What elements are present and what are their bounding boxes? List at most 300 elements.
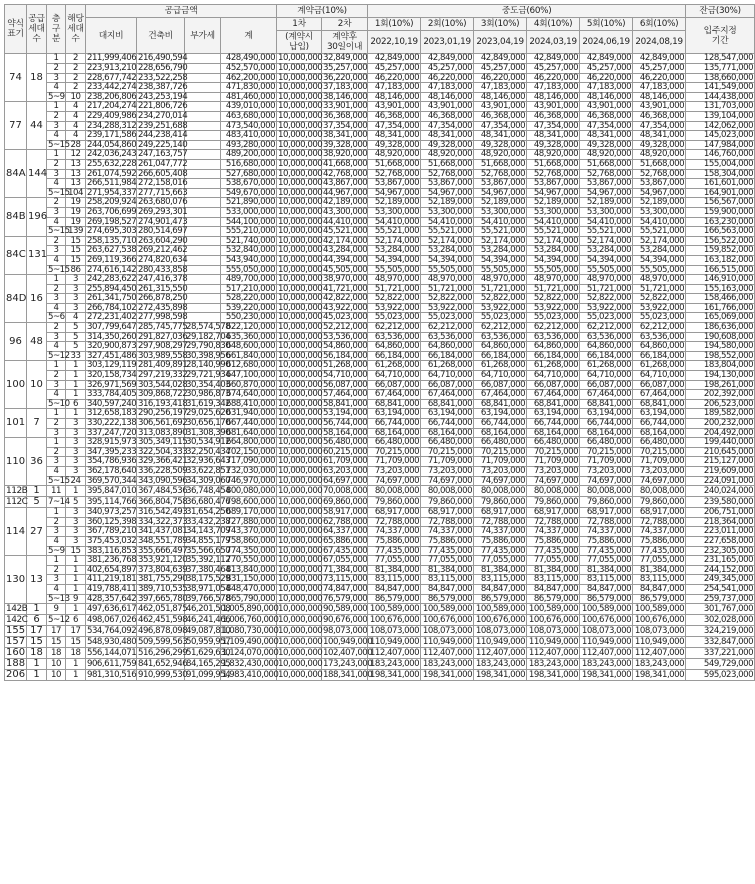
middle-4-cell: 112,407,000: [527, 648, 580, 659]
vat-cell: [185, 275, 221, 285]
contract-1-cell: 10,000,000: [278, 437, 323, 448]
middle-2-cell: 55,023,000: [421, 313, 474, 323]
table-row: [5, 508, 755, 518]
supply-unit-count: 196: [27, 198, 47, 236]
land-price-cell: 906,611,759: [87, 658, 137, 669]
contract-1-cell: 10,000,000: [278, 63, 323, 74]
contract-2-cell: 32,849,000: [323, 53, 368, 64]
contract-2-cell: 37,354,000: [323, 120, 368, 131]
middle-6-cell: 67,464,000: [633, 390, 686, 400]
contract-1-cell: 10,000,000: [278, 535, 323, 546]
contract-1-cell: 10,000,000: [278, 72, 323, 83]
middle-3-cell: 52,768,000: [474, 169, 527, 179]
middle-1-cell: 46,220,000: [368, 73, 421, 83]
vat-cell: [185, 179, 221, 189]
building-price-cell: 269,293,301: [138, 206, 188, 217]
middle-2-cell: 48,970,000: [421, 275, 474, 285]
vat-cell: [185, 294, 221, 304]
balance-cell: 166,515,000: [686, 265, 755, 275]
supply-unit-count: 18: [27, 54, 47, 102]
header-balance-period: 입주지정 기간: [686, 18, 755, 54]
contract-2-cell: 42,768,000: [323, 168, 368, 179]
building-price-cell: 261,047,772: [138, 158, 188, 169]
balance-cell: 194,580,000: [686, 342, 755, 352]
unit-count-cell: 1: [66, 371, 86, 381]
middle-6-cell: 55,505,000: [633, 265, 686, 275]
unit-type: 110: [5, 438, 27, 486]
contract-2-cell: 70,008,000: [323, 485, 368, 496]
land-price-cell: 238,206,806: [87, 91, 137, 102]
total-price-cell: 746,970,000: [221, 476, 277, 486]
contract-2-cell: 36,368,000: [323, 111, 368, 121]
supply-unit-count: 18: [27, 648, 47, 659]
contract-2-cell: 73,115,000: [323, 574, 368, 585]
contract-1-cell: 10,000,000: [278, 398, 323, 409]
middle-3-cell: 74,337,000: [474, 527, 527, 537]
table-row: [5, 527, 755, 537]
contract-1-cell: 10,000,000: [278, 545, 323, 556]
contract-1-cell: 10,000,000: [278, 625, 323, 636]
middle-3-cell: 77,435,000: [474, 546, 527, 556]
contract-2-cell: 37,183,000: [323, 82, 368, 93]
supply-unit-count: 144: [27, 150, 47, 198]
middle-2-cell: 75,886,000: [421, 536, 474, 546]
unit-count-cell: 17: [66, 626, 86, 637]
middle-5-cell: 75,886,000: [580, 536, 633, 546]
unit-count-cell: 6: [66, 399, 86, 409]
unit-type: 112C: [6, 496, 28, 507]
floor-group-cell: 2: [47, 565, 66, 575]
middle-1-cell: 70,215,000: [368, 447, 421, 457]
table-row: [5, 594, 755, 604]
contract-1-cell: 10,000,000: [278, 120, 323, 131]
middle-1-cell: 77,055,000: [368, 556, 421, 566]
land-price-cell: 271,954,337: [87, 187, 137, 198]
floor-group-cell: 4: [47, 217, 66, 227]
middle-5-cell: 70,215,000: [580, 447, 633, 457]
middle-5-cell: 49,328,000: [580, 140, 633, 150]
contract-2-cell: 63,203,000: [323, 465, 368, 476]
floor-group-cell: 5~15: [48, 187, 70, 198]
middle-3-cell: 52,189,000: [474, 198, 527, 208]
middle-3-cell: 48,146,000: [474, 92, 527, 102]
total-price-cell: 800,080,000: [221, 486, 277, 497]
middle-2-cell: 66,087,000: [421, 380, 474, 390]
unit-type: 188: [6, 658, 26, 670]
middle-1-cell: 49,328,000: [368, 140, 421, 150]
table-row: [5, 294, 755, 304]
balance-cell: 163,230,000: [686, 217, 755, 227]
floor-group-cell: 1: [47, 102, 66, 112]
contract-2-cell: 44,410,000: [323, 216, 368, 227]
table-row: [5, 584, 755, 594]
balance-cell: 190,608,000: [686, 332, 755, 342]
contract-1-cell: 10,000,000: [278, 187, 323, 198]
building-price-cell: 313,083,890: [138, 427, 188, 438]
contract-2-cell: 42,822,000: [323, 293, 368, 304]
middle-5-cell: 81,384,000: [580, 565, 633, 575]
contract-2-cell: 45,505,000: [323, 264, 368, 275]
middle-5-cell: 77,435,000: [580, 546, 633, 556]
header-middle-4: 4회(10%): [527, 18, 580, 31]
middle-1-cell: 45,257,000: [368, 64, 421, 74]
vat-cell: 37,380,464: [186, 564, 231, 575]
middle-2-cell: 74,697,000: [421, 476, 474, 486]
middle-4-cell: 110,949,000: [527, 637, 580, 648]
middle-2-cell: 51,668,000: [421, 159, 474, 169]
table-row: [5, 556, 755, 566]
contract-1-cell: 10,000,000: [278, 564, 323, 575]
total-price-cell: 532,840,000: [221, 246, 277, 256]
contract-1-cell: 10,000,000: [278, 360, 323, 371]
vat-cell: 30,656,170: [186, 418, 231, 428]
middle-4-cell: 75,886,000: [527, 536, 580, 546]
middle-5-cell: 45,257,000: [580, 64, 633, 74]
middle-2-cell: 52,174,000: [421, 236, 474, 246]
middle-2-cell: 77,055,000: [421, 556, 474, 566]
land-price-cell: 258,209,924: [87, 197, 137, 208]
middle-3-cell: 81,384,000: [474, 565, 527, 575]
building-price-cell: 247,416,378: [138, 274, 188, 285]
contract-1-cell: 10,000,000: [278, 427, 323, 438]
middle-3-cell: 45,257,000: [474, 64, 527, 74]
balance-cell: 156,567,000: [686, 198, 755, 208]
building-price-cell: 303,544,028: [138, 379, 188, 390]
unit-count-cell: 1: [66, 604, 86, 615]
unit-type: 155: [6, 625, 26, 637]
balance-cell: 227,658,000: [686, 536, 755, 546]
middle-3-cell: 43,901,000: [474, 102, 527, 112]
middle-3-cell: 66,184,000: [474, 351, 527, 361]
total-price-cell: 555,210,000: [221, 227, 277, 237]
middle-6-cell: 73,203,000: [633, 466, 686, 476]
total-price-cell: 758,860,000: [221, 536, 277, 546]
middle-1-cell: 54,967,000: [368, 188, 421, 198]
building-price-cell: 266,878,250: [138, 293, 188, 304]
contract-2-cell: 56,480,000: [323, 437, 368, 448]
land-price-cell: 255,632,228: [87, 158, 137, 169]
land-price-cell: 330,222,138: [87, 418, 137, 428]
middle-2-cell: 73,203,000: [421, 466, 474, 476]
contract-1-cell: 10,000,000: [278, 111, 323, 121]
middle-3-cell: 53,284,000: [474, 246, 527, 256]
balance-cell: 224,091,000: [686, 476, 755, 486]
total-price-cell: 521,890,000: [221, 198, 277, 208]
header-building: 건축비: [137, 18, 185, 54]
middle-2-cell: 68,164,000: [421, 428, 474, 438]
middle-1-cell: 42,849,000: [368, 54, 421, 64]
vat-cell: 31,308,390: [186, 427, 231, 438]
middle-1-cell: 72,788,000: [368, 517, 421, 527]
header-type-label: 약식 표기: [5, 5, 27, 54]
middle-4-cell: 53,867,000: [527, 179, 580, 189]
middle-4-cell: 61,268,000: [527, 361, 580, 371]
unit-type: 74: [5, 54, 27, 102]
middle-2-cell: 71,709,000: [421, 457, 474, 467]
middle-3-cell: 47,354,000: [474, 121, 527, 131]
building-price-cell: 249,225,140: [138, 139, 188, 150]
middle-6-cell: 77,055,000: [633, 556, 686, 566]
middle-6-cell: 47,354,000: [633, 121, 686, 131]
floor-group-cell: 4: [47, 83, 66, 93]
vat-cell: [185, 54, 221, 64]
floor-group-cell: 1: [47, 361, 66, 371]
unit-type: 142B: [6, 603, 28, 614]
middle-2-cell: 70,215,000: [421, 447, 474, 457]
total-price-cell: 483,410,000: [221, 131, 277, 141]
middle-5-cell: 55,521,000: [580, 227, 633, 237]
unit-count-cell: 1: [66, 565, 86, 575]
contract-2-cell: 74,847,000: [323, 583, 368, 594]
middle-1-cell: 110,949,000: [368, 637, 421, 648]
building-price-cell: 243,253,194: [138, 91, 188, 102]
middle-5-cell: 64,710,000: [580, 371, 633, 381]
total-price-cell: 831,150,000: [221, 575, 277, 585]
building-price-cell: 329,366,421: [138, 456, 188, 467]
middle-5-cell: 52,768,000: [580, 169, 633, 179]
land-price-cell: 320,158,734: [87, 370, 137, 381]
middle-2-cell: 52,822,000: [421, 294, 474, 304]
middle-4-cell: 66,184,000: [527, 351, 580, 361]
middle-6-cell: 48,146,000: [633, 92, 686, 102]
middle-5-cell: 68,164,000: [580, 428, 633, 438]
middle-5-cell: 64,860,000: [580, 342, 633, 352]
building-price-cell: 297,219,332: [138, 370, 188, 381]
middle-4-cell: 53,300,000: [527, 207, 580, 217]
floor-group-cell: 17: [47, 626, 66, 637]
middle-6-cell: 53,284,000: [633, 246, 686, 256]
middle-2-cell: 54,410,000: [421, 217, 474, 227]
contract-1-cell: 10,000,000: [278, 178, 323, 189]
contract-1-cell: 10,000,000: [278, 485, 323, 496]
land-price-cell: 266,784,102: [87, 302, 137, 313]
floor-group-cell: 2: [47, 236, 66, 246]
middle-3-cell: 53,867,000: [474, 179, 527, 189]
middle-1-cell: 53,284,000: [368, 246, 421, 256]
total-price-cell: 1,832,430,000: [222, 658, 279, 669]
land-price-cell: 255,894,450: [87, 283, 137, 294]
total-price-cell: 681,640,000: [221, 428, 277, 438]
contract-1-cell: 10,000,000: [278, 139, 323, 150]
total-price-cell: 664,800,000: [221, 438, 277, 448]
total-price-cell: 648,600,000: [221, 342, 277, 352]
total-price-cell: 538,670,000: [221, 179, 277, 189]
building-price-cell: 239,251,688: [138, 120, 188, 131]
middle-6-cell: 86,579,000: [633, 594, 686, 604]
unit-count-cell: 1: [66, 556, 86, 566]
middle-6-cell: 83,115,000: [633, 575, 686, 585]
balance-cell: 156,522,000: [686, 236, 755, 246]
middle-6-cell: 42,849,000: [633, 54, 686, 64]
vat-cell: [185, 150, 221, 160]
floor-group-cell: 4: [47, 303, 66, 313]
table-row: [5, 648, 755, 659]
floor-group-cell: 3: [47, 294, 66, 304]
middle-2-cell: 66,480,000: [421, 438, 474, 448]
total-price-cell: 647,100,000: [221, 371, 277, 381]
contract-1-cell: 10,000,000: [278, 158, 323, 169]
contract-1-cell: 10,000,000: [278, 312, 323, 323]
balance-cell: 324,219,000: [686, 626, 755, 637]
balance-cell: 146,760,000: [686, 150, 755, 160]
balance-cell: 159,852,000: [686, 246, 755, 256]
total-price-cell: 528,220,000: [221, 294, 277, 304]
balance-cell: 159,900,000: [686, 207, 755, 217]
contract-1-cell: 10,000,000: [278, 206, 323, 217]
middle-6-cell: 66,744,000: [633, 419, 686, 429]
middle-1-cell: 52,174,000: [368, 236, 421, 246]
contract-2-cell: 43,922,000: [323, 302, 368, 313]
building-price-cell: 353,921,120: [138, 555, 188, 566]
middle-1-cell: 54,394,000: [368, 255, 421, 265]
middle-1-cell: 108,073,000: [368, 626, 421, 637]
middle-2-cell: 198,341,000: [421, 670, 474, 681]
middle-6-cell: 77,435,000: [633, 546, 686, 556]
total-price-cell: 452,570,000: [221, 64, 277, 74]
vat-cell: [185, 131, 221, 141]
middle-4-cell: 63,536,000: [527, 332, 580, 342]
unit-count-cell: 12: [66, 150, 86, 160]
middle-3-cell: 112,407,000: [474, 648, 527, 659]
vat-cell: 34,309,060: [186, 475, 231, 486]
total-price-cell: 462,200,000: [221, 73, 277, 83]
land-price-cell: 263,706,699: [87, 206, 137, 217]
middle-3-cell: 75,886,000: [474, 536, 527, 546]
contract-1-cell: 10,000,000: [278, 669, 323, 680]
building-price-cell: 355,666,497: [138, 545, 188, 556]
contract-2-cell: 100,949,000: [323, 636, 373, 647]
middle-4-cell: 45,257,000: [527, 64, 580, 74]
table-row: [5, 486, 755, 497]
middle-4-cell: 54,967,000: [527, 188, 580, 198]
total-price-cell: 543,940,000: [221, 255, 277, 265]
unit-count-cell: 19: [66, 217, 86, 227]
middle-2-cell: 53,922,000: [421, 303, 474, 313]
middle-5-cell: 61,268,000: [580, 361, 633, 371]
vat-cell: 35,566,650: [186, 545, 231, 556]
middle-5-cell: 74,337,000: [580, 527, 633, 537]
balance-cell: 155,163,000: [686, 284, 755, 294]
land-price-cell: 239,171,586: [87, 130, 137, 141]
header-land: 대지비: [86, 18, 137, 54]
contract-1-cell: 10,000,000: [278, 53, 323, 64]
middle-2-cell: 83,115,000: [421, 575, 474, 585]
middle-2-cell: 110,949,000: [421, 637, 474, 648]
middle-5-cell: 52,822,000: [580, 294, 633, 304]
total-price-cell: 555,050,000: [221, 265, 277, 275]
middle-5-cell: 80,008,000: [580, 486, 633, 497]
vat-cell: 50,959,957: [186, 636, 231, 647]
middle-1-cell: 62,212,000: [368, 323, 421, 333]
middle-2-cell: 55,505,000: [421, 265, 474, 275]
unit-count-cell: 1: [66, 659, 86, 670]
land-price-cell: 242,036,243: [87, 149, 137, 160]
middle-2-cell: 46,368,000: [421, 112, 474, 122]
vat-cell: [185, 159, 221, 169]
total-price-cell: 688,410,000: [221, 399, 277, 409]
building-price-cell: 261,315,550: [138, 283, 188, 294]
total-price-cell: 489,200,000: [221, 150, 277, 160]
land-price-cell: 314,350,260: [87, 331, 137, 342]
contract-1-cell: 10,000,000: [278, 216, 323, 227]
middle-5-cell: 53,300,000: [580, 207, 633, 217]
floor-group-cell: 1: [47, 508, 66, 518]
contract-1-cell: 10,000,000: [278, 245, 323, 256]
middle-2-cell: 46,220,000: [421, 73, 474, 83]
contract-1-cell: 10,000,000: [278, 389, 323, 400]
middle-2-cell: 52,189,000: [421, 198, 474, 208]
total-price-cell: 732,030,000: [221, 466, 277, 476]
middle-3-cell: 73,203,000: [474, 466, 527, 476]
supply-unit-count: 10: [27, 361, 47, 409]
middle-4-cell: 66,087,000: [527, 380, 580, 390]
middle-4-cell: 68,164,000: [527, 428, 580, 438]
middle-5-cell: 112,407,000: [580, 648, 633, 659]
middle-1-cell: 55,521,000: [368, 227, 421, 237]
supply-unit-count: 5: [27, 497, 47, 508]
middle-5-cell: 52,174,000: [580, 236, 633, 246]
floor-group-cell: 4: [47, 131, 66, 141]
middle-4-cell: 48,970,000: [527, 275, 580, 285]
land-price-cell: 234,288,312: [87, 120, 137, 131]
supply-unit-count: 1: [27, 486, 47, 497]
middle-4-cell: 52,822,000: [527, 294, 580, 304]
total-price-cell: 612,680,000: [221, 361, 277, 371]
middle-1-cell: 63,536,000: [368, 332, 421, 342]
middle-3-cell: 53,922,000: [474, 303, 527, 313]
total-price-cell: 727,880,000: [221, 517, 277, 527]
floor-group-cell: 5~12: [48, 614, 70, 625]
header-middle-5: 5회(10%): [580, 18, 633, 31]
vat-cell: [185, 217, 221, 227]
contract-2-cell: 58,841,000: [323, 398, 368, 409]
contract-1-cell: 10,000,000: [278, 555, 323, 566]
building-price-cell: 234,270,014: [138, 111, 188, 121]
middle-2-cell: 68,917,000: [421, 508, 474, 518]
building-price-cell: 274,820,634: [138, 254, 188, 265]
total-price-cell: 463,680,000: [221, 112, 277, 122]
total-price-cell: 516,680,000: [221, 159, 277, 169]
balance-cell: 302,028,000: [686, 615, 755, 626]
middle-6-cell: 53,300,000: [633, 207, 686, 217]
total-price-cell: 667,440,000: [221, 419, 277, 429]
middle-3-cell: 55,521,000: [474, 227, 527, 237]
middle-6-cell: 61,268,000: [633, 361, 686, 371]
unit-count-cell: 10: [66, 92, 86, 102]
middle-4-cell: 47,354,000: [527, 121, 580, 131]
total-price-cell: 635,360,000: [221, 332, 277, 342]
balance-cell: 206,751,000: [686, 508, 755, 518]
contract-2-cell: 33,901,000: [323, 101, 368, 112]
middle-4-cell: 43,901,000: [527, 102, 580, 112]
building-price-cell: 263,604,290: [138, 235, 188, 246]
land-price-cell: 261,074,592: [87, 168, 137, 179]
middle-3-cell: 67,464,000: [474, 390, 527, 400]
middle-6-cell: 70,215,000: [633, 447, 686, 457]
middle-6-cell: 100,589,000: [633, 604, 686, 615]
contract-2-cell: 69,860,000: [323, 496, 368, 507]
building-price-cell: 216,490,594: [138, 53, 188, 64]
middle-5-cell: 72,788,000: [580, 517, 633, 527]
contract-1-cell: 10,000,000: [278, 379, 323, 390]
total-price-cell: 702,150,000: [221, 447, 277, 457]
unit-count-cell: 13: [66, 179, 86, 189]
middle-3-cell: 70,215,000: [474, 447, 527, 457]
middle-5-cell: 43,901,000: [580, 102, 633, 112]
middle-4-cell: 100,589,000: [527, 604, 580, 615]
middle-6-cell: 52,189,000: [633, 198, 686, 208]
total-price-cell: 631,940,000: [221, 409, 277, 419]
